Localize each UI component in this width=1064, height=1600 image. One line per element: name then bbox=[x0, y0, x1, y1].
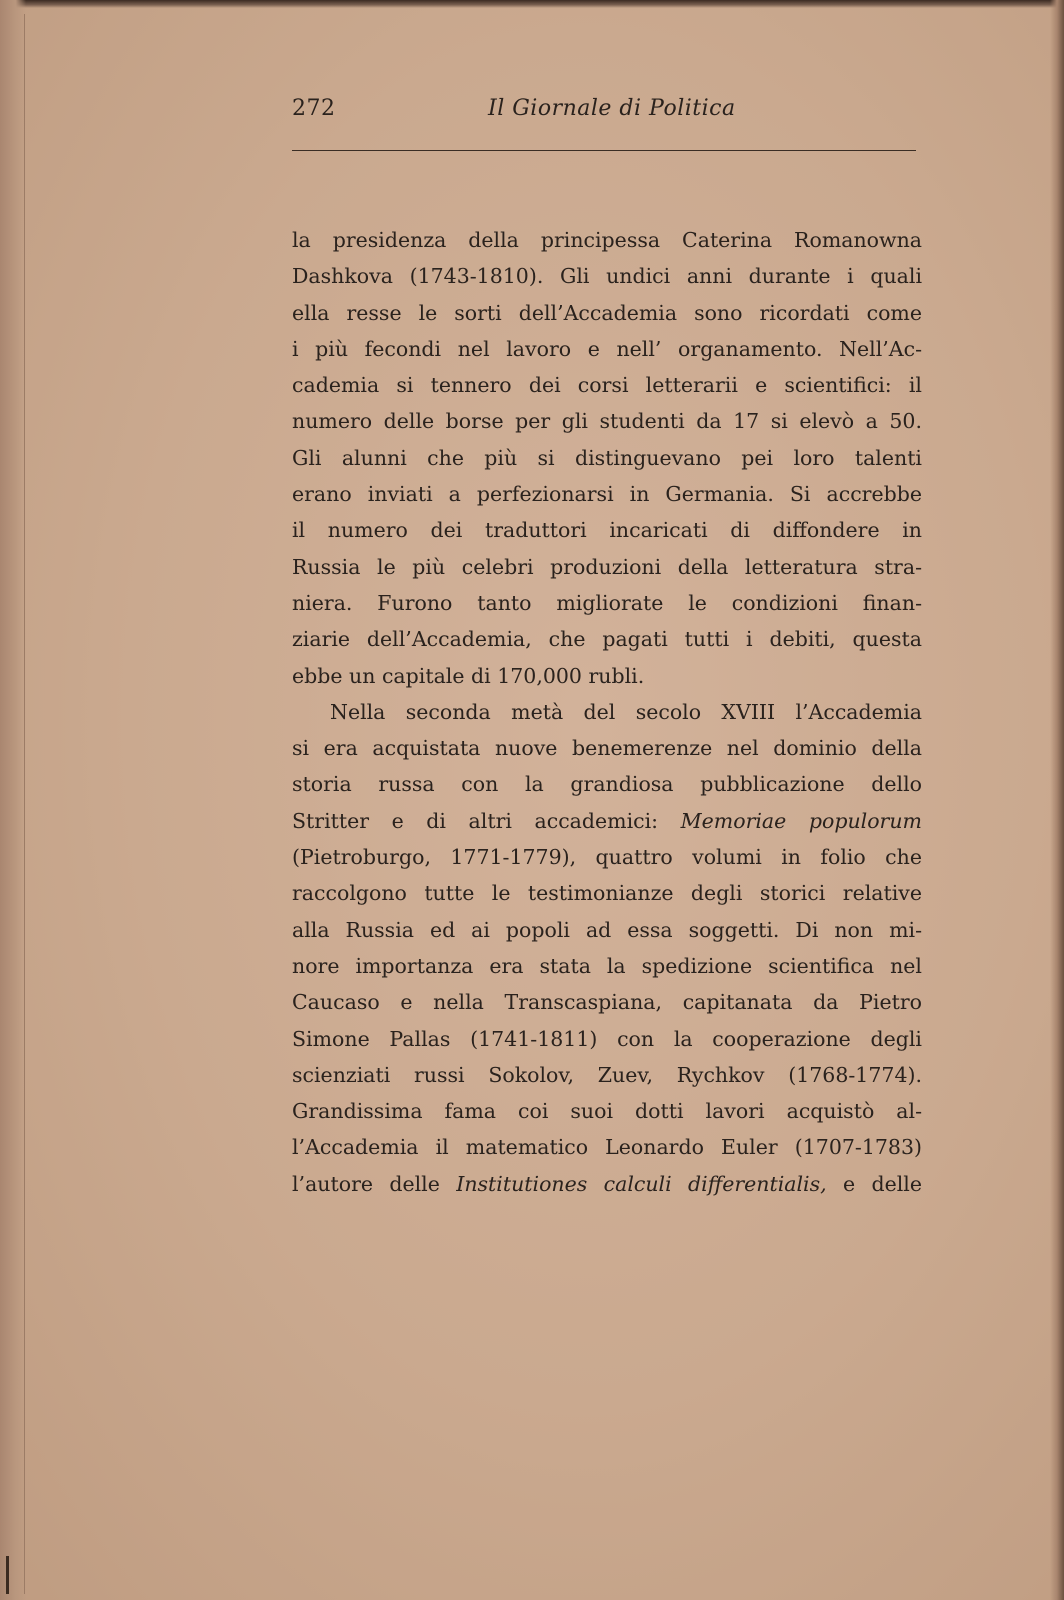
text-line-mixed bbox=[292, 1166, 922, 1202]
text-line: cademia si tennero dei corsi letterarii e scientifici: il bbox=[292, 373, 922, 398]
page-right-edge bbox=[1050, 0, 1064, 1600]
text-line: erano inviati a perfezionarsi in Germania. Si accrebbe bbox=[292, 482, 922, 507]
text-line: Nella seconda metà del secolo XVIII l’Accademia bbox=[330, 699, 922, 724]
corner-mark bbox=[6, 1556, 9, 1594]
text-segment: l’autore delle bbox=[292, 1171, 440, 1196]
running-header bbox=[292, 96, 916, 136]
text-line: Russia le più celebri produzioni della letteratura stra- bbox=[292, 554, 922, 579]
running-title: Il Giornale di Politica bbox=[488, 96, 736, 121]
text-segment: Stritter e di altri accademici: bbox=[292, 808, 659, 833]
text-line: raccolgono tutte le testimonianze degli storici relative bbox=[292, 881, 922, 906]
text-line: niera. Furono tanto migliorate le condizioni finan- bbox=[292, 590, 922, 615]
text-line: Dashkova (1743-1810). Gli undici anni durante i quali bbox=[292, 264, 922, 289]
body-text bbox=[292, 222, 922, 1202]
page-left-edge bbox=[0, 0, 26, 1600]
text-line: si era acquistata nuove benemerenze nel dominio della bbox=[292, 736, 922, 761]
text-line: scienziati russi Sokolov, Zuev, Rychkov (1768-1774). bbox=[292, 1062, 922, 1087]
page-number: 272 bbox=[292, 96, 336, 121]
text-line: il numero dei traduttori incaricati di diffondere in bbox=[292, 518, 922, 543]
text-line: numero delle borse per gli studenti da 17 si elevò a 50. bbox=[292, 409, 922, 434]
page-top-edge bbox=[0, 0, 1064, 8]
text-line: la presidenza della principessa Caterina Romanowna bbox=[292, 228, 922, 252]
text-line: ebbe un capitale di 170,000 rubli. bbox=[292, 663, 645, 688]
italic-title: Institutiones calculi differentialis, bbox=[456, 1171, 827, 1196]
text-line: nore importanza era stata la spedizione scientifica nel bbox=[292, 953, 922, 978]
text-segment: e delle bbox=[843, 1171, 922, 1196]
text-line: (Pietroburgo, 1771-1779), quattro volumi in folio che bbox=[292, 845, 922, 870]
text-line: ziarie dell’Accademia, che pagati tutti i debiti, questa bbox=[292, 627, 922, 652]
text-line: ella resse le sorti dell’Accademia sono ricordati come bbox=[292, 300, 922, 325]
text-line: l’Accademia il matematico Leonardo Euler (1707-1783) bbox=[292, 1135, 922, 1160]
binding-line bbox=[24, 14, 25, 1594]
italic-title: Memoriae populorum bbox=[680, 808, 922, 833]
text-line: alla Russia ed ai popoli ad essa soggetti. Di non mi- bbox=[292, 917, 922, 942]
text-line: Caucaso e nella Transcaspiana, capitanata da Pietro bbox=[292, 990, 922, 1015]
text-line-mixed bbox=[292, 803, 922, 839]
text-line: Grandissima fama coi suoi dotti lavori acquistò al- bbox=[292, 1099, 922, 1124]
text-line: Gli alunni che più si distinguevano pei loro talenti bbox=[292, 445, 922, 470]
header-rule bbox=[292, 150, 916, 151]
text-line: i più fecondi nel lavoro e nell’ organamento. Nell’Ac- bbox=[292, 336, 922, 361]
text-line: Simone Pallas (1741-1811) con la cooperazione degli bbox=[292, 1026, 922, 1051]
text-line: storia russa con la grandiosa pubblicazione dello bbox=[292, 772, 922, 797]
